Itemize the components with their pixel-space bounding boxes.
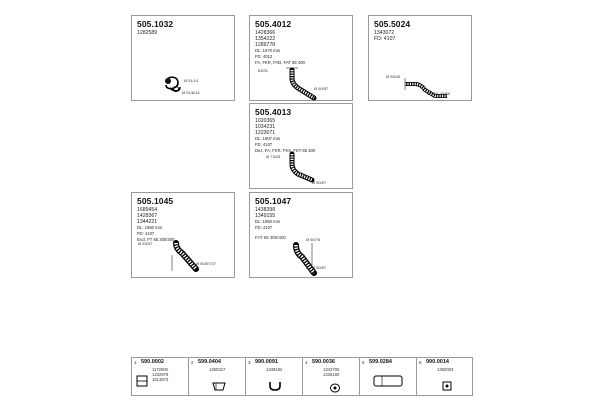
pipe-drawing	[170, 239, 210, 275]
part-number: 505.4013	[255, 107, 292, 117]
dimension-label: Ø 50/1 45/50	[427, 91, 451, 96]
accessory-cell[interactable]: 2 599.0404 1360327	[189, 358, 246, 395]
u-bolt-icon	[268, 380, 282, 392]
part-refs: 1428366 1354222 1289778 DL: 1670 mm FD: 4012 FA, FKR, FAD, FAT 65 400	[255, 30, 305, 65]
dimension-label: Ø 51/14	[184, 78, 199, 83]
pipe-drawing	[401, 78, 451, 102]
part-card[interactable]	[249, 103, 353, 189]
accessory-cell[interactable]: 5 599.0284	[360, 358, 417, 395]
dimension-label: Ø 51/8/14	[182, 90, 200, 95]
dimension-label: Ø 73/43	[266, 154, 281, 159]
part-card[interactable]	[249, 15, 353, 101]
accessory-cell[interactable]: 4 590.0036 1343705 1435180	[303, 358, 360, 395]
dimension-label: Ø 50/57	[312, 265, 327, 270]
part-refs: 1282589	[137, 30, 158, 36]
part-card[interactable]	[131, 192, 235, 278]
part-card[interactable]	[368, 15, 472, 101]
model-note: FAT 65 300/400	[255, 235, 286, 240]
dimension-label: Ø 50/57	[314, 86, 329, 91]
part-refs: 1438398 1349155 DL: 1950 mm FD: 4107	[255, 207, 281, 230]
part-card[interactable]	[131, 15, 235, 101]
accessory-part-number: 599.0284	[369, 359, 392, 365]
gasket-icon	[329, 382, 341, 394]
part-refs: 1343072 FD: 4107	[374, 30, 396, 42]
dimension-label: Ø 55/45	[386, 74, 401, 79]
dimension-label: Ø 50/57	[312, 180, 327, 185]
part-number: 505.1045	[137, 196, 174, 206]
part-refs: 1689454 1428367 1344221 DL: 1950 mm FD: 4107 Excl. FT 65 300/400	[137, 207, 175, 242]
accessory-part-number: 990.0014	[426, 359, 449, 365]
part-card[interactable]	[249, 192, 353, 278]
accessory-part-number: 990.0091	[255, 359, 278, 365]
part-number: 505.1032	[137, 19, 174, 29]
bracket-icon	[135, 374, 149, 388]
clamp-ring-icon	[372, 372, 406, 390]
accessory-part-number: 590.0002	[141, 359, 164, 365]
accessory-part-number: 599.0404	[198, 359, 221, 365]
accessory-part-number: 590.0036	[312, 359, 335, 365]
dimension-label: Ø 53/37	[138, 241, 153, 246]
dimension-label: 63/31	[258, 68, 269, 73]
sleeve-icon	[211, 380, 227, 392]
part-refs: 1020365 1034231 1223071 DL: 1907 mm FD: 4107 Dez, FA, FKR, FKS, FKT 65 400	[255, 118, 316, 153]
accessory-cell[interactable]: 6 990.0014 1360003	[417, 358, 474, 395]
dimension-label: Ø 50/57/37	[196, 261, 216, 266]
part-number: 505.4012	[255, 19, 292, 29]
pipe-drawing	[290, 243, 330, 277]
dimension-label: Ø 60/76	[306, 237, 321, 242]
bolt-icon	[441, 380, 453, 392]
part-number: 505.5024	[374, 19, 411, 29]
accessory-cell[interactable]: 1 590.0002 1172800 1232978 1613673	[132, 358, 189, 395]
part-number: 505.1047	[255, 196, 292, 206]
accessory-cell[interactable]: 3 990.0091 1349182	[246, 358, 303, 395]
accessories-strip	[131, 357, 473, 396]
